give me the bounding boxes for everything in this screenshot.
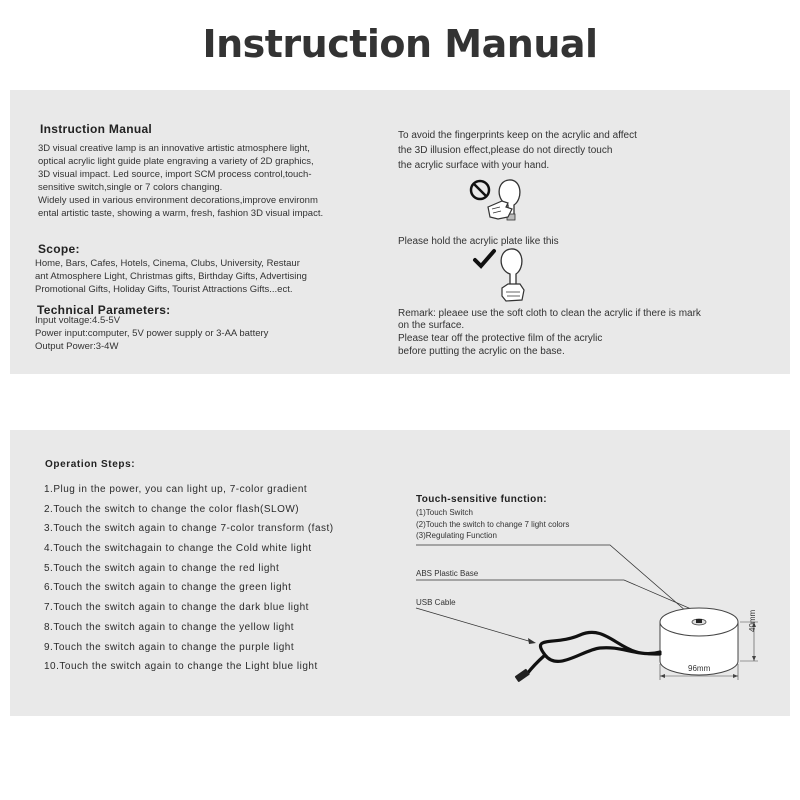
instruction-panel (10, 90, 790, 374)
width-dimension: 96mm (688, 664, 711, 673)
remark-line: on the surface. (398, 320, 465, 331)
operation-step: 8.Touch the switch again to change the yellow light (44, 621, 295, 633)
operation-step: 1.Plug in the power, you can light up, 7-color gradient (44, 484, 308, 495)
hand-touching-bulb-icon (468, 177, 528, 233)
operation-step: 3.Touch the switch again to change 7-color transform (fast) (44, 523, 334, 535)
scope-line: Home, Bars, Cafes, Hotels, Cinema, Clubs, University, Restaur (35, 258, 300, 269)
page-title: Instruction Manual (202, 22, 598, 66)
operation-step: 9.Touch the switch again to change the purple light (44, 641, 295, 653)
intro-line: 3D visual impact. Led source, import SCM process control,touch- (38, 169, 312, 180)
operation-panel (10, 430, 790, 716)
section-heading-technical: Technical Parameters: (37, 303, 171, 317)
tech-line: Output Power:3-4W (35, 341, 119, 352)
intro-line: ental artistic taste, showing a warm, fresh, fashion 3D visual impact. (38, 208, 324, 219)
intro-line: sensitive switch,single or 7 colors changing. (38, 182, 223, 193)
tech-line: Input voltage:4.5-5V (35, 315, 121, 326)
remark-text (398, 306, 701, 359)
hand-holding-bulb-icon (472, 246, 532, 306)
section-heading-instruction: Instruction Manual (40, 122, 153, 136)
warning-line: the acrylic surface with your hand. (398, 160, 550, 171)
prohibited-icon (471, 181, 489, 199)
warning-line: To avoid the fingerprints keep on the acrylic and affect (398, 130, 637, 141)
warning-line: the 3D illusion effect,please do not directly touch (398, 145, 613, 156)
scope-line: Promotional Gifts, Holiday Gifts, Tourist Attractions Gifts...ect. (35, 284, 293, 295)
operation-step: 2.Touch the switch to change the color flash(SLOW) (44, 503, 300, 515)
scope-line: ant Atmosphere Light, Christmas gifts, Birthday Gifts, Advertising (35, 271, 307, 282)
checkmark-icon (475, 251, 494, 266)
height-dimension: 40mm (748, 609, 757, 632)
operation-step: 7.Touch the switch again to change the dark blue light (44, 602, 309, 614)
section-heading-scope: Scope: (38, 242, 80, 256)
operation-step: 4.Touch the switchagain to change the Cold white light (44, 543, 312, 555)
intro-line: Widely used in various environment decorations,improve environm (38, 195, 318, 206)
operation-step: 5.Touch the switch again to change the red light (44, 562, 280, 574)
intro-line: optical acrylic light guide plate engraving a variety of 2D graphics, (38, 156, 314, 167)
usb-cable-label: USB Cable (416, 598, 456, 607)
remark-line: before putting the acrylic on the base. (398, 346, 565, 357)
operation-steps-heading: Operation Steps: (45, 459, 136, 470)
abs-base-label: ABS Plastic Base (416, 569, 479, 578)
touch-function-item: (2)Touch the switch to change 7 light colors (416, 519, 570, 529)
touch-function-item: (1)Touch Switch (416, 508, 473, 517)
tech-line: Power input:computer, 5V power supply or 3-AA battery (35, 328, 269, 339)
technical-parameters (35, 314, 268, 353)
remark-line: Remark: pleaee use the soft cloth to clean the acrylic if there is mark (398, 308, 701, 319)
fingerprint-warning (398, 128, 637, 173)
round-base-diagram-icon (10, 430, 790, 716)
operation-step: 10.Touch the switch again to change the Light blue light (44, 661, 318, 673)
intro-line: 3D visual creative lamp is an innovative artistic atmosphere light, (38, 143, 310, 154)
hold-text: Please hold the acrylic plate like this (398, 236, 559, 247)
scope-text (35, 257, 307, 296)
usb-cable-icon (515, 632, 660, 682)
intro-text (38, 142, 368, 220)
operation-step: 6.Touch the switch again to change the green light (44, 582, 292, 594)
remark-line: Please tear off the protective film of the acrylic (398, 333, 603, 344)
touch-function-heading: Touch-sensitive function: (416, 494, 547, 505)
touch-function-item: (3)Regulating Function (416, 531, 497, 540)
